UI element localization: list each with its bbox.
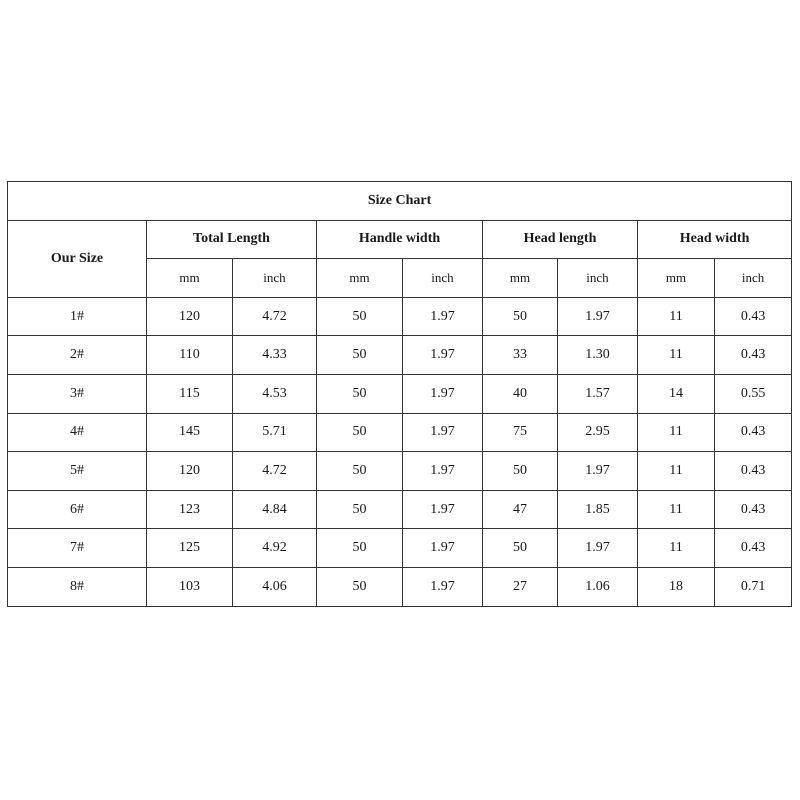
size-cell: 2#	[8, 336, 147, 375]
value-cell: 50	[317, 374, 403, 413]
value-cell: 50	[317, 336, 403, 375]
title-row	[8, 182, 792, 221]
group-header-head-width: Head width	[638, 220, 792, 259]
value-cell: 11	[638, 336, 715, 375]
value-cell: 4.72	[233, 452, 317, 491]
value-cell: 40	[483, 374, 558, 413]
unit-header: inch	[558, 259, 638, 298]
size-chart-table	[7, 181, 792, 607]
value-cell: 11	[638, 413, 715, 452]
value-cell: 27	[483, 567, 558, 606]
value-cell: 18	[638, 567, 715, 606]
value-cell: 50	[483, 529, 558, 568]
unit-header: inch	[403, 259, 483, 298]
value-cell: 145	[147, 413, 233, 452]
table-row	[8, 336, 792, 375]
value-cell: 11	[638, 297, 715, 336]
value-cell: 110	[147, 336, 233, 375]
value-cell: 115	[147, 374, 233, 413]
value-cell: 1.97	[403, 490, 483, 529]
value-cell: 14	[638, 374, 715, 413]
group-header-head-length: Head length	[483, 220, 638, 259]
size-cell: 3#	[8, 374, 147, 413]
value-cell: 0.43	[715, 413, 792, 452]
value-cell: 4.33	[233, 336, 317, 375]
value-cell: 120	[147, 297, 233, 336]
value-cell: 1.30	[558, 336, 638, 375]
value-cell: 0.43	[715, 490, 792, 529]
value-cell: 11	[638, 490, 715, 529]
value-cell: 1.97	[403, 336, 483, 375]
value-cell: 1.06	[558, 567, 638, 606]
table-row	[8, 490, 792, 529]
value-cell: 1.57	[558, 374, 638, 413]
value-cell: 1.97	[403, 529, 483, 568]
value-cell: 47	[483, 490, 558, 529]
value-cell: 1.97	[403, 413, 483, 452]
unit-header: mm	[483, 259, 558, 298]
table-row	[8, 452, 792, 491]
value-cell: 2.95	[558, 413, 638, 452]
value-cell: 1.97	[558, 529, 638, 568]
value-cell: 50	[317, 567, 403, 606]
value-cell: 50	[317, 529, 403, 568]
value-cell: 1.97	[403, 567, 483, 606]
unit-header: mm	[638, 259, 715, 298]
group-header-row	[8, 220, 792, 259]
value-cell: 0.43	[715, 529, 792, 568]
value-cell: 1.97	[403, 374, 483, 413]
value-cell: 1.97	[558, 452, 638, 491]
value-cell: 1.97	[403, 297, 483, 336]
value-cell: 50	[317, 490, 403, 529]
value-cell: 103	[147, 567, 233, 606]
unit-header: mm	[147, 259, 233, 298]
value-cell: 50	[317, 452, 403, 491]
value-cell: 50	[317, 413, 403, 452]
table-row	[8, 297, 792, 336]
our-size-header: Our Size	[8, 220, 147, 297]
value-cell: 1.85	[558, 490, 638, 529]
size-cell: 5#	[8, 452, 147, 491]
value-cell: 50	[317, 297, 403, 336]
value-cell: 120	[147, 452, 233, 491]
value-cell: 4.06	[233, 567, 317, 606]
table-title: Size Chart	[8, 182, 792, 221]
value-cell: 4.92	[233, 529, 317, 568]
value-cell: 75	[483, 413, 558, 452]
value-cell: 33	[483, 336, 558, 375]
value-cell: 4.72	[233, 297, 317, 336]
group-header-total-length: Total Length	[147, 220, 317, 259]
value-cell: 0.55	[715, 374, 792, 413]
value-cell: 50	[483, 297, 558, 336]
value-cell: 5.71	[233, 413, 317, 452]
unit-header: inch	[233, 259, 317, 298]
table-row	[8, 374, 792, 413]
size-cell: 4#	[8, 413, 147, 452]
value-cell: 1.97	[558, 297, 638, 336]
value-cell: 1.97	[403, 452, 483, 491]
value-cell: 4.53	[233, 374, 317, 413]
value-cell: 0.43	[715, 452, 792, 491]
table-row	[8, 567, 792, 606]
size-cell: 7#	[8, 529, 147, 568]
table-row	[8, 413, 792, 452]
size-cell: 8#	[8, 567, 147, 606]
value-cell: 123	[147, 490, 233, 529]
size-cell: 6#	[8, 490, 147, 529]
table-row	[8, 529, 792, 568]
value-cell: 4.84	[233, 490, 317, 529]
group-header-handle-width: Handle width	[317, 220, 483, 259]
value-cell: 0.43	[715, 336, 792, 375]
value-cell: 11	[638, 529, 715, 568]
value-cell: 11	[638, 452, 715, 491]
unit-header: inch	[715, 259, 792, 298]
value-cell: 0.43	[715, 297, 792, 336]
value-cell: 125	[147, 529, 233, 568]
value-cell: 50	[483, 452, 558, 491]
unit-header: mm	[317, 259, 403, 298]
value-cell: 0.71	[715, 567, 792, 606]
size-cell: 1#	[8, 297, 147, 336]
